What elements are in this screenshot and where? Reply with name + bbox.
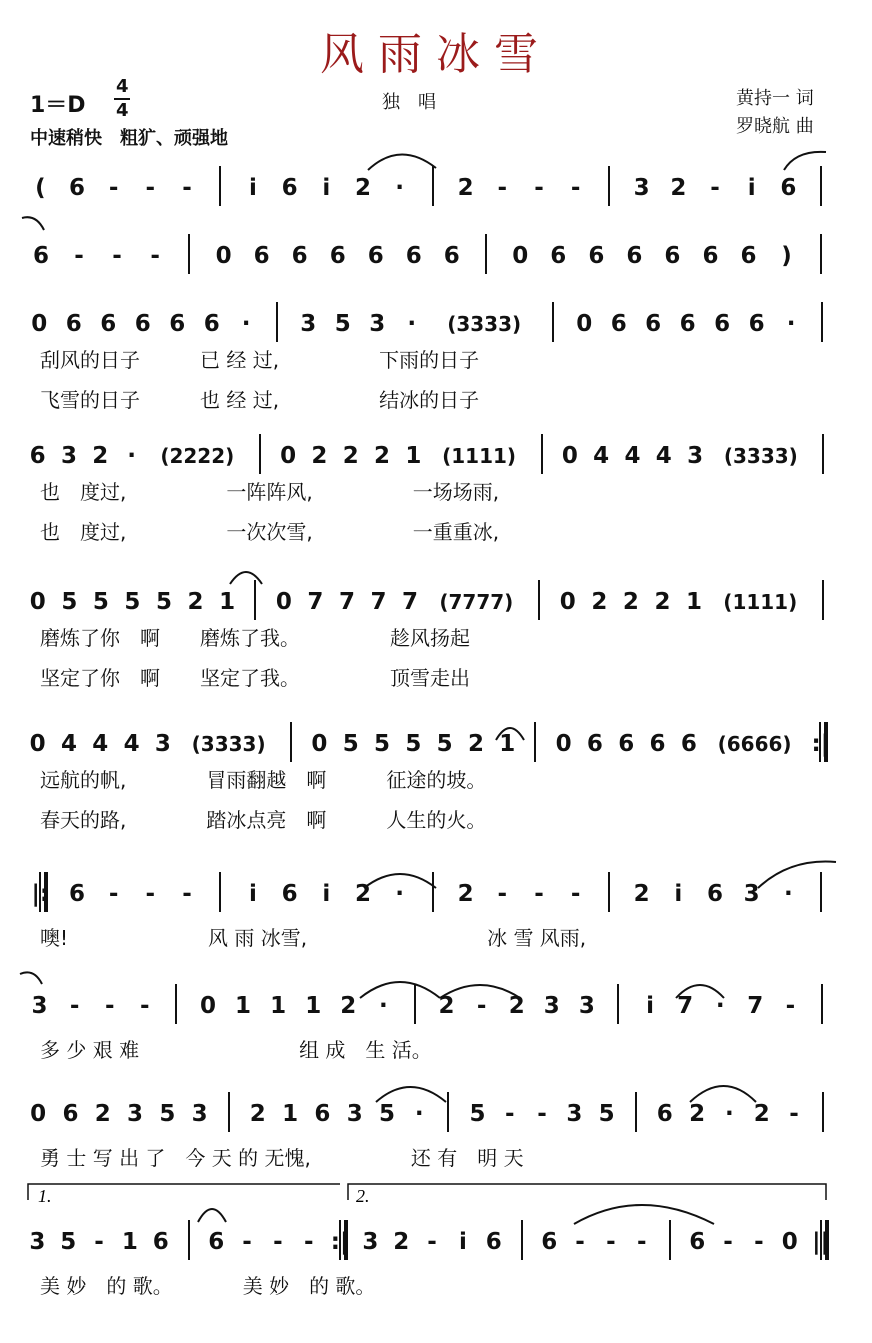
note: · (783, 881, 793, 907)
note: i (249, 881, 257, 907)
note: 0 (199, 993, 216, 1019)
lyrics-text: 坚定了你 啊 坚定了我。 顶雪走出 (40, 666, 470, 690)
note: 5 (378, 1101, 395, 1127)
note: - (69, 993, 80, 1019)
lyrics-text: 也 度过, 一阵阵风, 一场场雨, (40, 480, 500, 504)
note: 4 (655, 443, 672, 469)
note: - (74, 243, 84, 269)
note: 1 (235, 993, 252, 1019)
lyrics-text: 磨炼了你 啊 磨炼了我。 趁风扬起 (40, 626, 470, 650)
note: - (242, 1229, 252, 1255)
slur (758, 862, 836, 888)
note: - (182, 881, 192, 907)
note: - (104, 993, 115, 1019)
note: 6 (680, 731, 697, 757)
note: i (322, 881, 331, 907)
note: · (395, 175, 405, 201)
note: 2 (457, 175, 474, 201)
note: 5 (60, 1229, 77, 1255)
note: 3 (300, 311, 317, 337)
note: 1 (405, 443, 422, 469)
note: 1 (282, 1101, 299, 1127)
note: - (182, 175, 192, 201)
lyrics-text: 噢! 风 雨 冰雪, 冰 雪 风雨, (40, 926, 587, 950)
note: - (140, 993, 150, 1019)
note: - (534, 175, 544, 201)
note: - (497, 881, 508, 907)
time-signature-bottom: 4 (116, 100, 129, 121)
note: 2 (354, 881, 371, 907)
note: 0 (280, 443, 297, 469)
note: 6 (65, 311, 82, 337)
note: · (786, 311, 796, 337)
note: 6 (367, 243, 384, 269)
note: 6 (610, 311, 627, 337)
note: 7 (307, 589, 324, 615)
note: 2 (438, 993, 455, 1019)
note: - (570, 881, 581, 907)
note: - (476, 993, 487, 1019)
note: 5 (436, 731, 453, 757)
song-title: 风雨冰雪 (320, 29, 552, 80)
note: - (710, 175, 720, 201)
lyrics-text: 远航的帆, 冒雨翻越 啊 征途的坡。 (40, 768, 487, 792)
note: :| (330, 1229, 349, 1255)
time-signature-top: 4 (116, 76, 129, 97)
slur (784, 152, 826, 170)
note: 6 (134, 311, 151, 337)
note: 2 (354, 175, 371, 201)
note: 6 (485, 1229, 502, 1255)
note: 4 (123, 731, 140, 757)
note: 7 (338, 589, 355, 615)
note: 3 (154, 731, 171, 757)
note: 4 (92, 731, 109, 757)
lyrics-text: 多 少 艰 难 组 成 生 活。 (40, 1038, 432, 1062)
note: · (414, 1101, 424, 1127)
note: 7 (370, 589, 387, 615)
note: 5 (374, 731, 391, 757)
note: 6 (588, 243, 605, 269)
volta-bracket (28, 1184, 340, 1200)
note: - (789, 1101, 799, 1127)
note: 3 (29, 1229, 46, 1255)
note: 5 (92, 589, 109, 615)
note: 6 (33, 243, 50, 269)
note: 6 (618, 731, 635, 757)
note: 5 (334, 311, 351, 337)
note: 2 (311, 443, 328, 469)
lyricist-credit: 黄持一 词 (736, 88, 814, 109)
note: 5 (469, 1101, 486, 1127)
lyrics-text: 美 妙 的 歌。 美 妙 的 歌。 (40, 1274, 376, 1298)
note: - (723, 1229, 733, 1255)
note: 1 (219, 589, 236, 615)
slur (574, 1205, 714, 1224)
note: 2 (654, 589, 671, 615)
note: - (112, 243, 122, 269)
note: 7 (747, 993, 764, 1019)
note: 2 (670, 175, 687, 201)
note: 6 (679, 311, 696, 337)
note: 6 (29, 443, 46, 469)
note: 6 (586, 731, 603, 757)
note: - (108, 881, 119, 907)
note: · (407, 311, 417, 337)
note: - (303, 1229, 314, 1255)
note: 3 (633, 175, 650, 201)
lyrics-text: 勇 士 写 出 了 今 天 的 无愧, 还 有 明 天 (40, 1146, 524, 1170)
note: 2 (342, 443, 359, 469)
slur (496, 728, 524, 740)
note: i (674, 881, 683, 907)
note: - (497, 175, 508, 201)
slur (364, 874, 436, 888)
note: 3 (687, 443, 704, 469)
note: - (754, 1229, 764, 1255)
note: · (127, 443, 136, 469)
note: 5 (598, 1101, 615, 1127)
note: 3 (362, 1229, 379, 1255)
note: 3 (127, 1101, 144, 1127)
note: · (379, 993, 388, 1019)
note: 0 (31, 311, 48, 337)
note: 5 (342, 731, 359, 757)
note: 2 (249, 1101, 266, 1127)
note: 5 (159, 1101, 176, 1127)
note: 6 (740, 243, 757, 269)
note: (3333) (723, 444, 798, 468)
note: 6 (664, 243, 681, 269)
note: - (785, 993, 796, 1019)
note: 6 (714, 311, 731, 337)
slur (360, 982, 440, 998)
note: - (534, 881, 544, 907)
note: 2 (753, 1101, 770, 1127)
note: 0 (215, 243, 232, 269)
note: 6 (780, 175, 797, 201)
note: i (646, 993, 654, 1019)
note: 2 (689, 1101, 706, 1127)
note: 6 (152, 1229, 169, 1255)
note: - (94, 1229, 104, 1255)
note: 1 (686, 589, 703, 615)
note: 0 (561, 443, 578, 469)
lyrics-text: 也 度过, 一次次雪, 一重重冰, (40, 520, 500, 544)
note: - (636, 1229, 647, 1255)
note: · (241, 311, 251, 337)
note: 6 (748, 311, 765, 337)
slur (676, 985, 724, 998)
note: 2 (633, 881, 650, 907)
note: 2 (591, 589, 608, 615)
note: 0 (29, 589, 46, 615)
note: 4 (624, 443, 641, 469)
note: 6 (550, 243, 567, 269)
note: 3 (578, 993, 595, 1019)
note: 6 (314, 1101, 331, 1127)
note: i (322, 175, 331, 201)
note: 0 (555, 731, 572, 757)
volta-first-label: 1. (38, 1186, 52, 1206)
note: 4 (60, 731, 77, 757)
note: 2 (467, 731, 484, 757)
lyrics-text: 春天的路, 踏冰点亮 啊 人生的火。 (40, 808, 487, 832)
note: 6 (706, 881, 723, 907)
slur (368, 154, 436, 170)
note: 2 (92, 443, 109, 469)
note: - (570, 175, 581, 201)
slur (22, 217, 44, 230)
slur (376, 1087, 446, 1102)
note: ) (781, 243, 792, 269)
note: 0 (275, 589, 292, 615)
note: 6 (645, 311, 662, 337)
note: 7 (677, 993, 694, 1019)
note: 0 (29, 731, 46, 757)
note: 3 (346, 1101, 363, 1127)
note: 6 (68, 881, 85, 907)
volta-bracket (348, 1184, 826, 1200)
note: 6 (649, 731, 666, 757)
tempo-marking: 中速稍快 粗犷、顽强地 (30, 128, 228, 149)
note: - (504, 1101, 515, 1127)
lyrics-text: 刮风的日子 已 经 过, 下雨的日子 (40, 348, 480, 372)
note: - (537, 1101, 547, 1127)
note: 1 (499, 731, 516, 757)
note: 6 (100, 311, 117, 337)
note: 3 (31, 993, 48, 1019)
note: 2 (94, 1101, 111, 1127)
note: - (427, 1229, 437, 1255)
note: (1111) (442, 444, 517, 468)
note: 3 (743, 881, 760, 907)
note: - (145, 881, 156, 907)
note: (3333) (191, 732, 266, 756)
note: 5 (61, 589, 78, 615)
note: 2 (340, 993, 357, 1019)
note: 2 (508, 993, 525, 1019)
note: - (606, 1229, 616, 1255)
note: 0 (559, 589, 576, 615)
note: 0 (30, 1101, 47, 1127)
note: 7 (402, 589, 419, 615)
note: :| (811, 731, 830, 757)
note: 6 (405, 243, 422, 269)
note: 2 (187, 589, 204, 615)
note: 6 (702, 243, 719, 269)
note: 5 (155, 589, 172, 615)
note: 0 (311, 731, 328, 757)
note: 0 (512, 243, 529, 269)
note: (6666) (717, 732, 792, 756)
note: 5 (405, 731, 422, 757)
note: 6 (291, 243, 308, 269)
note: 6 (329, 243, 346, 269)
slur (230, 572, 262, 584)
note: 6 (656, 1101, 673, 1127)
slur (198, 1209, 226, 1222)
lyrics-text: 飞雪的日子 也 经 过, 结冰的日子 (40, 388, 480, 412)
note: 3 (566, 1101, 583, 1127)
note: (2222) (160, 444, 235, 468)
note: || (812, 1229, 829, 1255)
note: i (249, 175, 257, 201)
note: |: (31, 881, 50, 907)
note: 2 (393, 1229, 410, 1255)
note: · (725, 1101, 734, 1127)
note: 6 (541, 1229, 558, 1255)
note: 6 (62, 1101, 79, 1127)
note: (7777) (439, 590, 514, 614)
note: 3 (191, 1101, 208, 1127)
note: 3 (543, 993, 560, 1019)
note: 6 (169, 311, 186, 337)
note: 6 (208, 1229, 225, 1255)
slur (690, 1086, 756, 1102)
slur (440, 985, 520, 998)
note: 2 (457, 881, 474, 907)
note: - (273, 1229, 283, 1255)
note: i (458, 1229, 467, 1255)
key-signature: 1＝D (30, 93, 86, 118)
note: 3 (60, 443, 77, 469)
note: 5 (124, 589, 141, 615)
note: - (108, 175, 119, 201)
note: i (747, 175, 756, 201)
note: 0 (576, 311, 593, 337)
note: 0 (781, 1229, 798, 1255)
note: - (145, 175, 156, 201)
slur (20, 972, 42, 984)
note: 6 (443, 243, 460, 269)
note: 2 (374, 443, 391, 469)
note: (1111) (723, 590, 798, 614)
note: 6 (68, 175, 85, 201)
volta-second-label: 2. (356, 1186, 370, 1206)
note: 4 (593, 443, 610, 469)
note: ( (35, 175, 46, 201)
note: 6 (626, 243, 643, 269)
note: 6 (281, 175, 298, 201)
note: (3333) (447, 312, 522, 336)
note: 3 (369, 311, 386, 337)
note: 6 (689, 1229, 706, 1255)
note: · (715, 993, 725, 1019)
note: 6 (203, 311, 220, 337)
performance-type: 独 唱 (382, 92, 436, 113)
note: 6 (253, 243, 270, 269)
note: · (395, 881, 405, 907)
note: - (150, 243, 160, 269)
note: 1 (305, 993, 322, 1019)
note: 1 (270, 993, 287, 1019)
note: 1 (121, 1229, 138, 1255)
note: - (575, 1229, 585, 1255)
note: 2 (622, 589, 639, 615)
composer-credit: 罗晓航 曲 (736, 116, 814, 137)
note: 6 (281, 881, 298, 907)
